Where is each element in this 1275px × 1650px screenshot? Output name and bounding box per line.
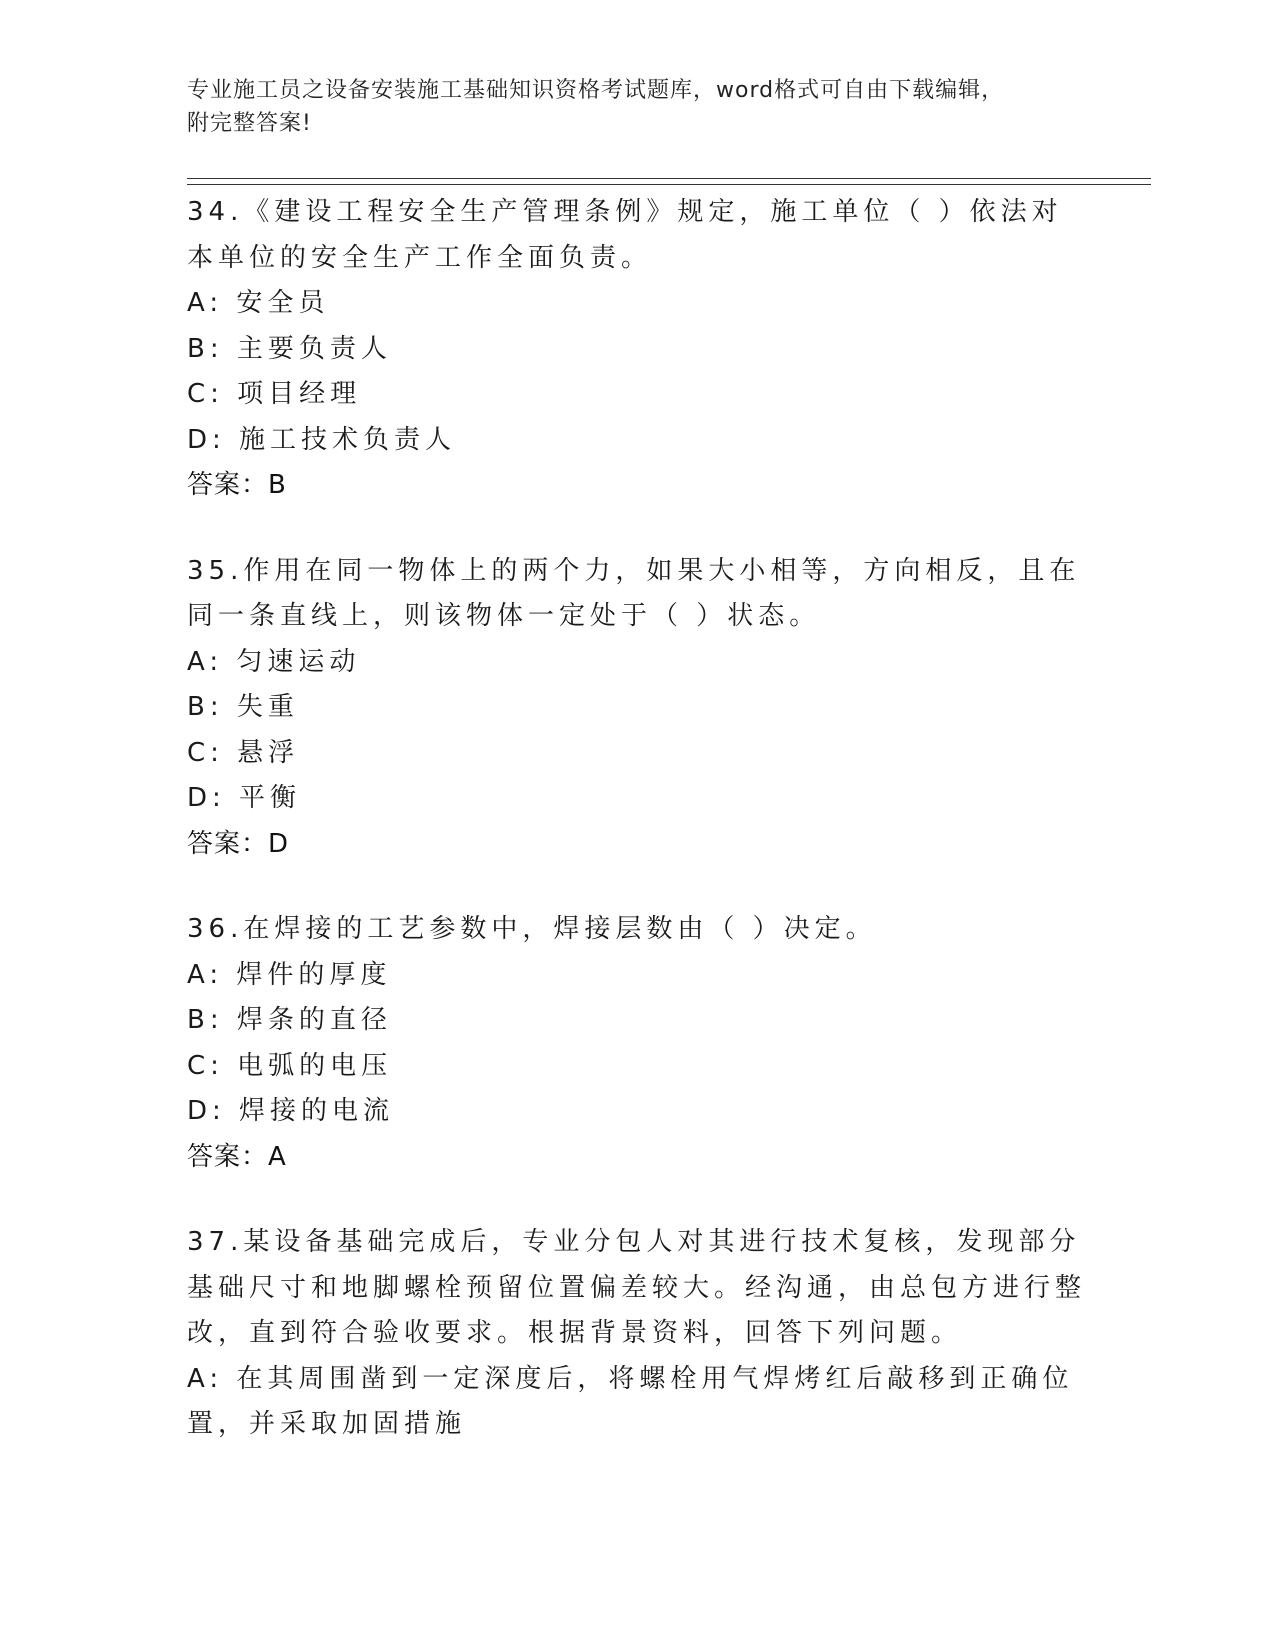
question-36 bbox=[187, 907, 1087, 1180]
option-a: A: 匀速运动 bbox=[187, 646, 361, 677]
option-c: C: 悬浮 bbox=[187, 737, 300, 768]
question-35 bbox=[187, 549, 1087, 868]
option-b: B: 失重 bbox=[187, 692, 299, 722]
question-34 bbox=[187, 190, 1087, 509]
option-c: C: 项目经理 bbox=[187, 379, 362, 409]
option-d: D: 焊接的电流 bbox=[187, 1096, 395, 1126]
option-a: A: 安全员 bbox=[187, 288, 330, 318]
question-text: 34.《建设工程安全生产管理条例》规定，施工单位（ ）依法对本单位的安全生产工作全面负责。 bbox=[187, 197, 1063, 273]
option-b: B: 焊条的直径 bbox=[187, 1005, 392, 1035]
option-d: D: 平衡 bbox=[187, 783, 302, 813]
header-line-1: 专业施工员之设备安装施工基础知识资格考试题库，word格式可自由下载编辑， bbox=[187, 78, 1005, 103]
answer: 答案：A bbox=[187, 1141, 287, 1172]
option-c: C: 电弧的电压 bbox=[187, 1050, 393, 1081]
header-line-2: 附完整答案! bbox=[187, 111, 312, 136]
option-d: D: 施工技术负责人 bbox=[187, 424, 457, 455]
document-header bbox=[187, 74, 1067, 140]
question-list bbox=[187, 190, 1087, 1488]
question-text: 37.某设备基础完成后，专业分包人对其进行技术复核，发现部分基础尺寸和地脚螺栓预留位置偏差较大。经沟通，由总包方进行整改，直到符合验收要求。根据背景资料，回答下列问题。 bbox=[187, 1227, 1087, 1348]
option-b: B: 主要负责人 bbox=[187, 333, 392, 364]
question-text: 36.在焊接的工艺参数中，焊接层数由（ ）决定。 bbox=[187, 914, 877, 944]
answer: 答案：D bbox=[187, 828, 290, 859]
option-a: A: 在其周围凿到一定深度后，将螺栓用气焊烤红后敲移到正确位置，并采取加固措施 bbox=[187, 1363, 1074, 1439]
option-a: A: 焊件的厚度 bbox=[187, 959, 392, 990]
question-text: 35.作用在同一物体上的两个力，如果大小相等，方向相反，且在同一条直线上，则该物体一定处于（ ）状态。 bbox=[187, 555, 1081, 631]
answer: 答案：B bbox=[187, 470, 287, 500]
header-divider bbox=[187, 178, 1151, 185]
question-37 bbox=[187, 1220, 1087, 1448]
